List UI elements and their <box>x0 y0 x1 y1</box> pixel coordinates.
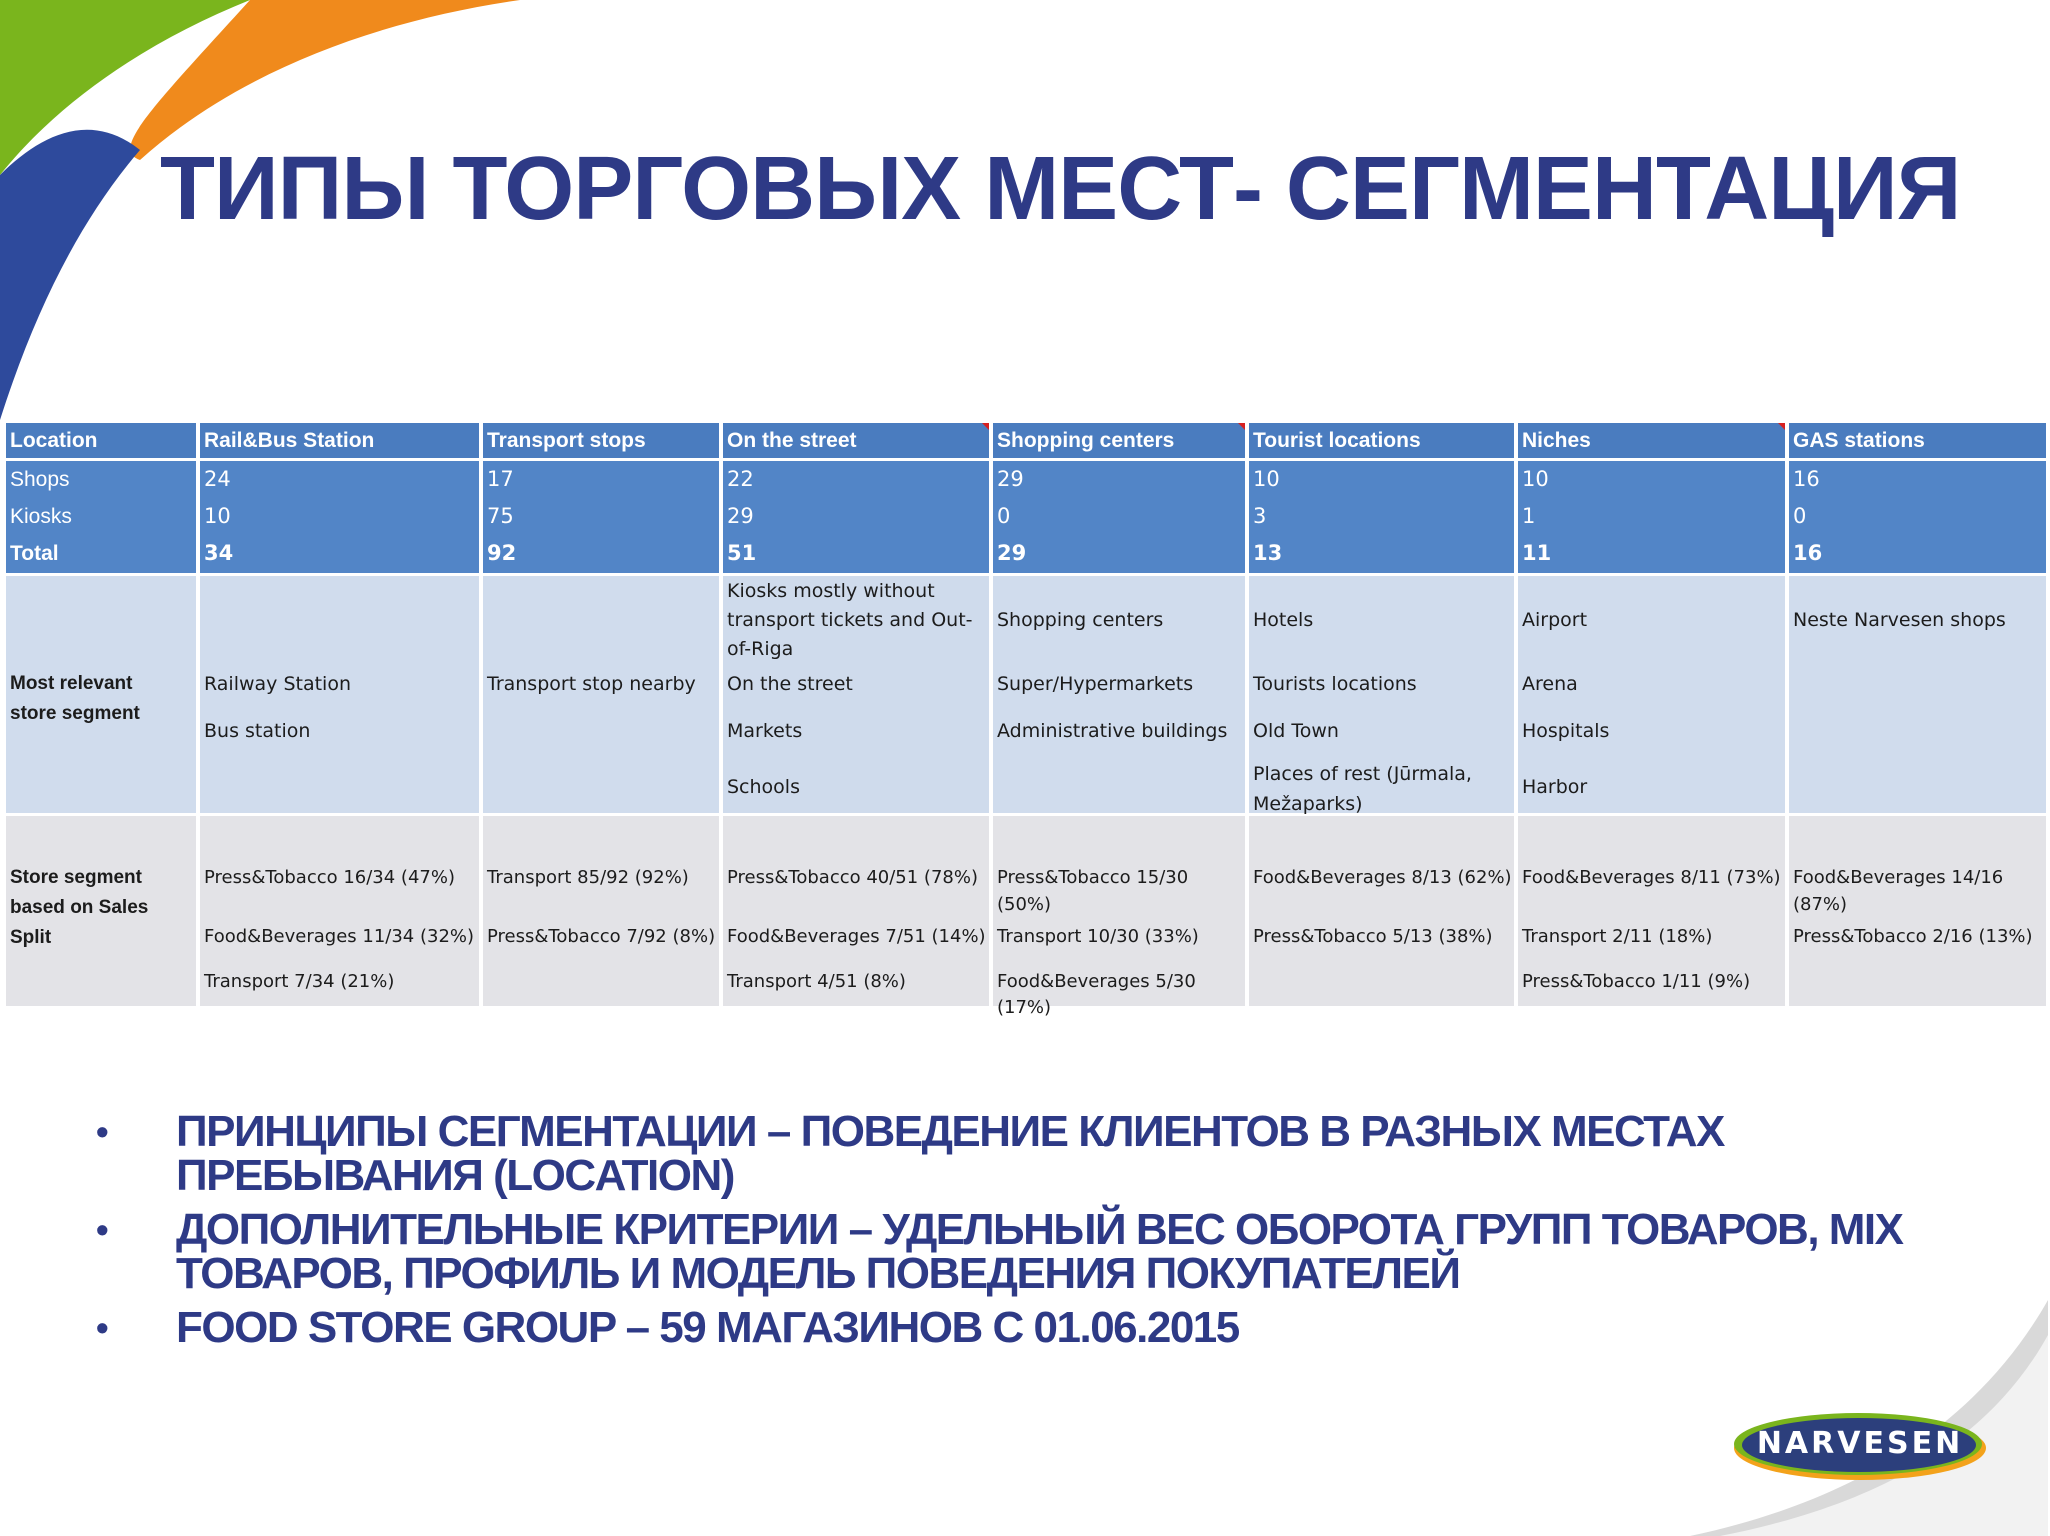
relevant-cell <box>200 576 479 813</box>
sales-item: Food&Beverages 5/30 <box>997 971 1196 992</box>
header-cell: Rail&Bus Station <box>200 423 479 458</box>
sales-cell <box>1789 816 2046 1006</box>
sales-item: Transport 4/51 (8%) <box>727 971 906 992</box>
counts-cell <box>483 461 719 573</box>
total-value: 51 <box>727 541 757 565</box>
sales-item: Press&Tobacco 40/51 (78%) <box>727 867 978 888</box>
relevant-item: Neste Narvesen shops <box>1793 609 2006 631</box>
sales-cell <box>723 816 989 1006</box>
shops-value: 10 <box>1522 467 1549 491</box>
counts-cell <box>993 461 1245 573</box>
bullet-item <box>96 1303 1996 1352</box>
total-value: 29 <box>997 541 1027 565</box>
kiosks-value: 0 <box>997 504 1011 528</box>
sales-label-2: based on Sales Split <box>10 897 149 948</box>
total-value: 11 <box>1522 541 1552 565</box>
total-value: 92 <box>487 541 517 565</box>
sales-label-cell <box>6 816 196 1006</box>
relevant-item: Railway Station <box>204 673 351 695</box>
relevant-item: Hotels <box>1253 609 1314 631</box>
bullet-item <box>96 1107 1996 1200</box>
shops-label: Shops <box>10 468 70 491</box>
relevant-cell <box>483 576 719 813</box>
sales-item: Press&Tobacco 15/30 <box>997 867 1189 888</box>
sales-item: Press&Tobacco 16/34 (47%) <box>204 867 455 888</box>
sales-item: Food&Beverages 14/16 <box>1793 867 2004 888</box>
relevant-item: Bus station <box>204 720 311 742</box>
relevant-item: Shopping centers <box>997 609 1164 631</box>
relevant-item: Mežaparks) <box>1253 793 1363 815</box>
relevant-segment-row <box>6 576 2046 813</box>
relevant-cell <box>1789 576 2046 813</box>
kiosks-value: 29 <box>727 504 754 528</box>
shops-value: 29 <box>997 467 1024 491</box>
header-row <box>6 423 2046 458</box>
relevant-item: of-Riga <box>727 638 794 660</box>
relevant-cell <box>1518 576 1785 813</box>
counts-cell <box>723 461 989 573</box>
kiosks-value: 0 <box>1793 504 1807 528</box>
kiosks-value: 3 <box>1253 504 1267 528</box>
sales-cell <box>993 816 1245 1018</box>
sales-item: Press&Tobacco 1/11 (9%) <box>1522 971 1751 992</box>
relevant-cell <box>993 576 1245 813</box>
counts-row <box>6 461 2046 573</box>
shops-value: 16 <box>1793 467 1820 491</box>
sales-item: (17%) <box>997 997 1052 1018</box>
sales-item: Food&Beverages 8/11 (73%) <box>1522 867 1781 888</box>
relevant-item: Transport stop nearby <box>487 673 696 695</box>
relevant-cell <box>1249 576 1514 813</box>
bullet-line: ДОПОЛНИТЕЛЬНЫЕ КРИТЕРИИ – УДЕЛЬНЫЙ ВЕС ОБОРОТА ГРУПП ТОВАРОВ, MIX <box>176 1205 1903 1254</box>
header-cell: Shopping centers <box>993 423 1245 458</box>
shops-value: 10 <box>1253 467 1280 491</box>
sales-item: (87%) <box>1793 894 1848 915</box>
total-value: 16 <box>1793 541 1823 565</box>
segmentation-table <box>2 423 2050 1018</box>
bullet-line: ТОВАРОВ, ПРОФИЛЬ И МОДЕЛЬ ПОВЕДЕНИЯ ПОКУПАТЕЛЕЙ <box>176 1249 1460 1298</box>
relevant-cell <box>723 576 989 813</box>
total-label: Total <box>10 542 59 565</box>
blue-swoosh <box>0 130 140 420</box>
relevant-item: On the street <box>727 673 853 695</box>
header-cell: Niches <box>1518 423 1785 458</box>
relevant-item: Airport <box>1522 609 1588 631</box>
header-cell: GAS stations <box>1789 423 2046 458</box>
logo-wordmark: NARVESEN <box>1756 1426 1964 1461</box>
sales-item: Transport 7/34 (21%) <box>204 971 395 992</box>
sales-item: (50%) <box>997 894 1052 915</box>
sales-item: Transport 2/11 (18%) <box>1522 926 1713 947</box>
header-cell: Tourist locations <box>1249 423 1514 458</box>
header-cell: Transport stops <box>483 423 719 458</box>
relevant-item: transport tickets and Out- <box>727 609 973 631</box>
relevant-item: Schools <box>727 776 800 798</box>
bullet-dot: • <box>96 1111 109 1152</box>
sales-item: Press&Tobacco 2/16 (13%) <box>1793 926 2033 947</box>
kiosks-label: Kiosks <box>10 505 72 528</box>
sales-item: Press&Tobacco 7/92 (8%) <box>487 926 716 947</box>
bullet-item <box>96 1205 1996 1298</box>
relevant-item: Old Town <box>1253 720 1339 742</box>
shops-value: 17 <box>487 467 514 491</box>
slide-title: ТИПЫ ТОРГОВЫХ МЕСТ- СЕГМЕНТАЦИЯ <box>160 139 1961 239</box>
counts-cell <box>200 461 479 573</box>
total-value: 13 <box>1253 541 1283 565</box>
shops-value: 24 <box>204 467 231 491</box>
bullet-line: ПРИНЦИПЫ СЕГМЕНТАЦИИ – ПОВЕДЕНИЕ КЛИЕНТОВ В РАЗНЫХ МЕСТАХ <box>176 1107 1724 1156</box>
kiosks-value: 75 <box>487 504 514 528</box>
total-value: 34 <box>204 541 234 565</box>
bullet-line: FOOD STORE GROUP – 59 МАГАЗИНОВ С 01.06.2015 <box>176 1303 1239 1352</box>
relevant-item: Tourists locations <box>1253 673 1417 695</box>
relevant-item: Administrative buildings <box>997 720 1228 742</box>
relevant-item: Arena <box>1522 673 1578 695</box>
sales-item: Food&Beverages 8/13 (62%) <box>1253 867 1512 888</box>
counts-cell <box>1789 461 2046 573</box>
relevant-label-cell <box>6 576 196 813</box>
header-cell: On the street <box>723 423 989 458</box>
relevant-item: Markets <box>727 720 803 742</box>
kiosks-value: 10 <box>204 504 231 528</box>
bullet-list <box>96 1107 1996 1360</box>
sales-item: Transport 10/30 (33%) <box>997 926 1199 947</box>
sales-cell <box>483 816 719 1006</box>
bullet-dot: • <box>96 1307 109 1348</box>
sales-label-1: Store segment <box>10 867 142 888</box>
sales-cell <box>1249 816 1514 1006</box>
sales-item: Food&Beverages 11/34 (32%) <box>204 926 475 947</box>
sales-item: Press&Tobacco 5/13 (38%) <box>1253 926 1493 947</box>
header-cell: Location <box>6 423 196 458</box>
sales-split-row <box>6 816 2046 1006</box>
relevant-item: Kiosks mostly without <box>727 580 935 602</box>
bullet-dot: • <box>96 1209 109 1250</box>
sales-cell <box>200 816 479 1006</box>
counts-label-cell <box>6 461 196 573</box>
shops-value: 22 <box>727 467 754 491</box>
relevant-label-2: store segment <box>10 703 140 724</box>
relevant-label-1: Most relevant <box>10 673 133 694</box>
sales-item: Transport 85/92 (92%) <box>487 867 689 888</box>
kiosks-value: 1 <box>1522 504 1536 528</box>
relevant-item: Hospitals <box>1522 720 1610 742</box>
counts-cell <box>1249 461 1514 573</box>
sales-cell <box>1518 816 1785 1006</box>
counts-cell <box>1518 461 1785 573</box>
narvesen-logo <box>1732 1410 1988 1482</box>
sales-item: Food&Beverages 7/51 (14%) <box>727 926 986 947</box>
bullet-line: ПРЕБЫВАНИЯ (LOCATION) <box>176 1151 734 1200</box>
relevant-item: Harbor <box>1522 776 1588 798</box>
relevant-item: Places of rest (Jūrmala, <box>1253 763 1472 785</box>
relevant-item: Super/Hypermarkets <box>997 673 1194 695</box>
